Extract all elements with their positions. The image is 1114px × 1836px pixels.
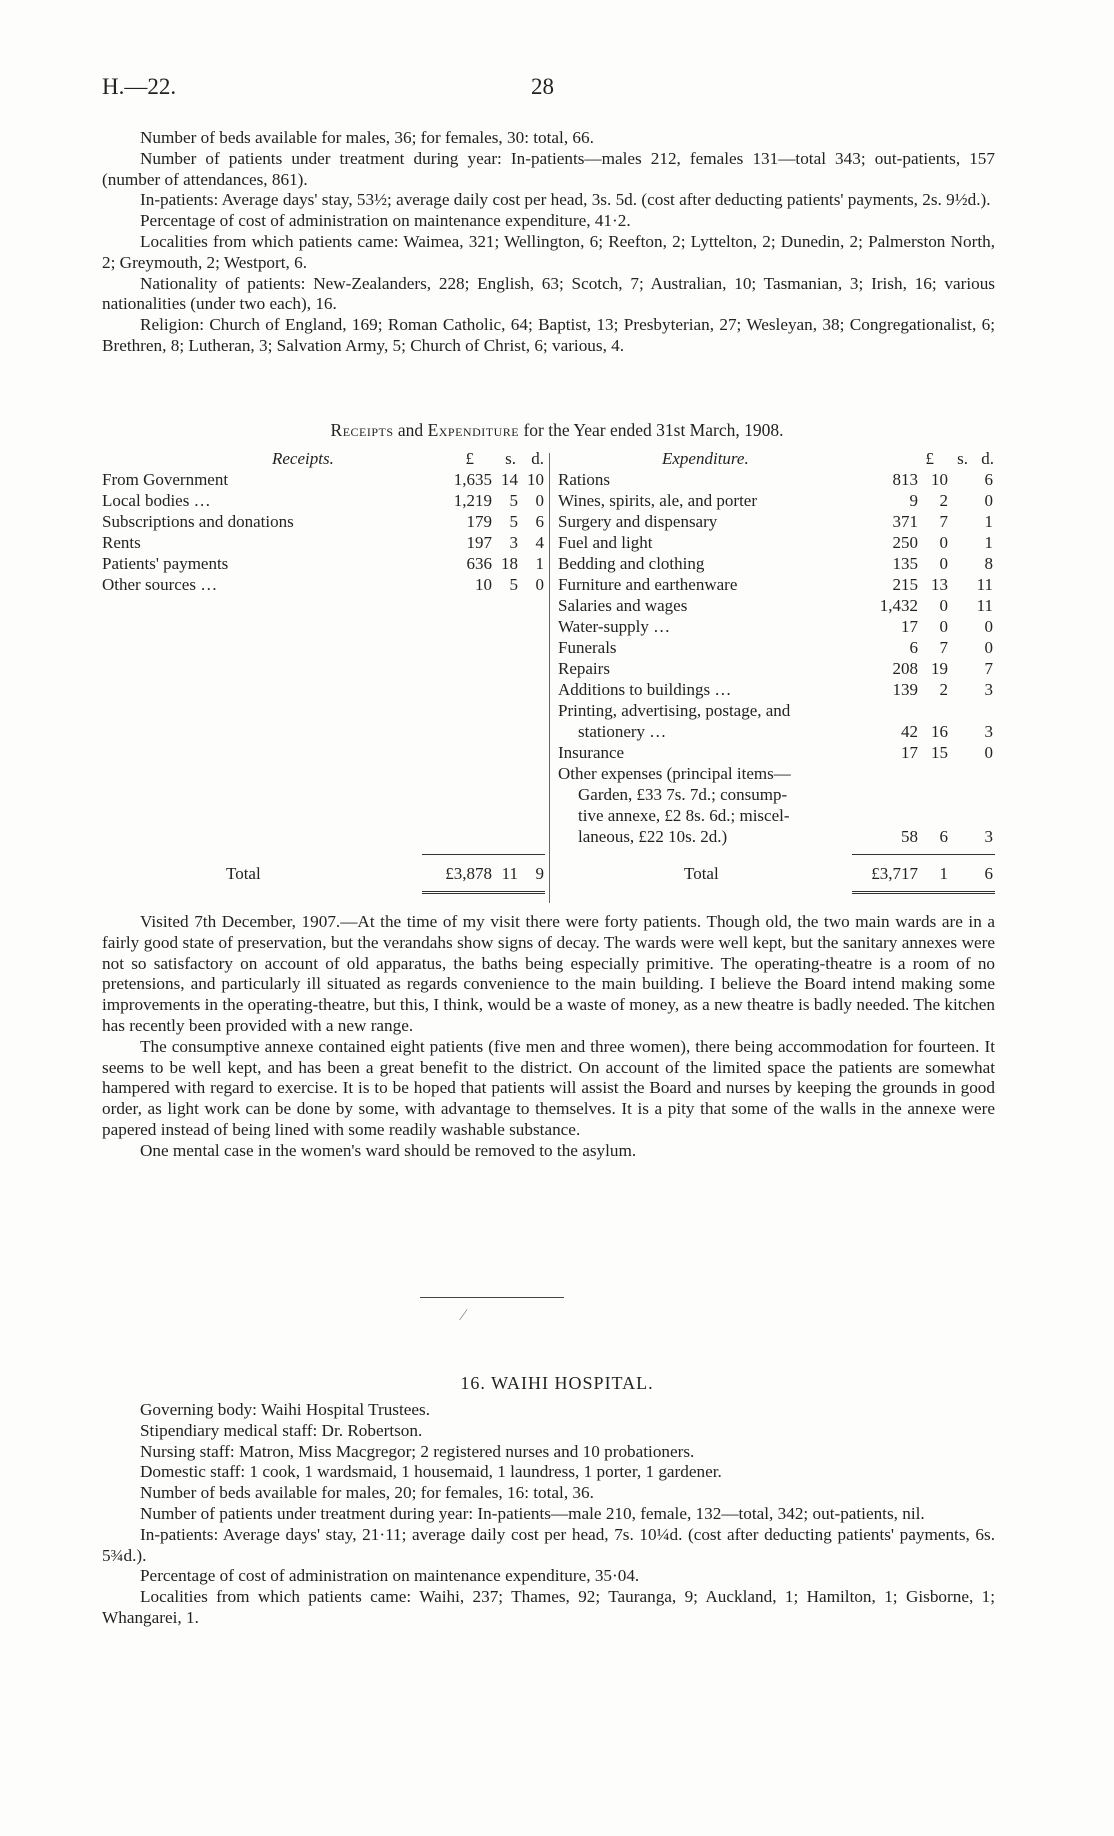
- expenditure-row: Bedding and clothing 135 0 8: [558, 554, 993, 573]
- expenditure-row: Rations 813 10 6: [558, 470, 993, 489]
- visit-report-section: [102, 912, 995, 1162]
- inpatients-paragraph: In-patients: Average days' stay, 53½; average daily cost per head, 3s. 5d. (cost after deducting patients' payments, 2s. 9½d.).: [140, 190, 991, 210]
- expenditure-row-continuation: stationery … 42 16 3: [578, 722, 993, 741]
- report-reference: H.—22.: [102, 74, 177, 99]
- receipts-double-rule: [422, 891, 545, 894]
- annexe-paragraph: The consumptive annexe contained eight patients (five men and three women), there being accommodation for fourteen. It seems to be well kept, and has been a great benefit to the district. On account of the limited space the patients are somewhat hampered with regard to exercise. It is to be hoped that patients will assist the Board and nurses by keeping the grounds in good order, as light work can be done by some, with advantage to themselves. It is a pity that some of the walls in the annexe were papered instead of being lined with some readily washable substance.: [102, 1036, 995, 1139]
- receipt-row: Subscriptions and donations 179 5 6: [102, 512, 544, 531]
- receipts-total-rule: [422, 854, 545, 855]
- domestic-staff-paragraph: Domestic staff: 1 cook, 1 wardsmaid, 1 housemaid, 1 laundress, 1 porter, 1 gardener.: [140, 1462, 722, 1482]
- administration-paragraph: Percentage of cost of administration on maintenance expenditure, 35·04.: [140, 1566, 640, 1586]
- expenditure-row-continuation: laneous, £22 10s. 2d.) 58 6 3: [578, 827, 993, 846]
- divider-mark: ⁄: [462, 1307, 465, 1324]
- expenditure-row: Additions to buildings … 139 2 3: [558, 680, 993, 699]
- medical-staff-paragraph: Stipendiary medical staff: Dr. Robertson.: [140, 1420, 423, 1440]
- inpatients-paragraph: In-patients: Average days' stay, 21·11; average daily cost per head, 7s. 10¼d. (cost after deducting patients' payments, 6s. 5¾d.).: [102, 1524, 995, 1565]
- receipt-row: Local bodies … 1,219 5 0: [102, 491, 544, 510]
- receipt-row: From Government 1,635 14 10: [102, 470, 544, 489]
- localities-paragraph: Localities from which patients came: Waimea, 321; Wellington, 6; Reefton, 2; Lyttelton, 2; Dunedin, 2; Palmerston North, 2; Greymouth, 2; Westport, 6.: [102, 231, 995, 272]
- expenditure-row: Insurance 17 15 0: [558, 743, 993, 762]
- column-divider: [549, 453, 550, 903]
- expenditure-row: Wines, spirits, ale, and porter 9 2 0: [558, 491, 993, 510]
- expenditure-row-continuation: tive annexe, £2 8s. 6d.; miscel-: [578, 806, 790, 825]
- nursing-staff-paragraph: Nursing staff: Matron, Miss Macgregor; 2 registered nurses and 10 probationers.: [140, 1441, 695, 1461]
- waihi-hospital-section: [102, 1400, 995, 1629]
- expenditure-row: Other expenses (principal items—: [558, 764, 791, 783]
- expenditure-double-rule: [852, 891, 995, 894]
- section-title: 16. WAIHI HOSPITAL.: [460, 1373, 654, 1393]
- running-header: [102, 74, 1012, 104]
- localities-paragraph: Localities from which patients came: Waihi, 237; Thames, 92; Tauranga, 9; Auckland, 1; Hamilton, 1; Gisborne, 1; Whangarei, 1.: [102, 1587, 995, 1627]
- patients-paragraph: Number of patients under treatment during year: In-patients—male 210, female, 132—total, 342; out-patients, nil.: [140, 1503, 925, 1523]
- section-divider: [420, 1297, 564, 1298]
- hospital-statistics-section: [102, 128, 995, 357]
- receipt-row: Other sources … 10 5 0: [102, 575, 544, 594]
- administration-paragraph: Percentage of cost of administration on maintenance expenditure, 41·2.: [140, 211, 631, 231]
- governing-body-paragraph: Governing body: Waihi Hospital Trustees.: [140, 1400, 431, 1419]
- table-title: Receipts and Expenditure for the Year ended 31st March, 1908.: [330, 420, 784, 440]
- expenditure-row: Salaries and wages 1,432 0 11: [558, 596, 993, 615]
- page-number: 28: [531, 74, 554, 99]
- nationality-paragraph: Nationality of patients: New-Zealanders, 228; English, 63; Scotch, 7; Australian, 10; Tasmanian, 3; Irish, 16; various nationalities (under two each), 16.: [102, 273, 995, 314]
- receipts-heading: Receipts.: [272, 449, 334, 468]
- expenditure-row: Surgery and dispensary 371 7 1: [558, 512, 993, 531]
- expenditure-total-rule: [852, 854, 995, 855]
- beds-paragraph: Number of beds available for males, 20; for females, 16: total, 36.: [140, 1483, 594, 1503]
- receipt-row: Patients' payments 636 18 1: [102, 554, 544, 573]
- expenditure-row: Repairs 208 19 7: [558, 659, 993, 678]
- expenditure-row: Printing, advertising, postage, and: [558, 701, 791, 720]
- religion-paragraph: Religion: Church of England, 169; Roman Catholic, 64; Baptist, 13; Presbyterian, 27; Wesleyan, 38; Congregationalist, 6; Brethren, 8; Lutheran, 3; Salvation Army, 5; Church of Christ, 6; various, 4.: [102, 315, 995, 355]
- expenditure-row: Funerals 6 7 0: [558, 638, 993, 657]
- patients-paragraph: Number of patients under treatment during year: In-patients—males 212, females 131—total 343; out-patients, 157 (number of attendances, 861).: [102, 148, 995, 189]
- beds-paragraph: Number of beds available for males, 36; for females, 30: total, 66.: [140, 128, 594, 147]
- expenditure-row: Fuel and light 250 0 1: [558, 533, 993, 552]
- accounts-table: [102, 449, 995, 909]
- expenditure-row: Water-supply … 17 0 0: [558, 617, 993, 636]
- expenditure-heading: Expenditure.: [662, 449, 749, 468]
- visit-paragraph: Visited 7th December, 1907.—At the time of my visit there were forty patients. Though old, the two main wards are in a fairly good state of preservation, but the verandahs show signs of decay. The wards were well kept, but the sanitary annexes were not so satisfactory on account of old apparatus, the baths being especially primitive. The operating-theatre is a room of no pretensions, and particularly ill situated as regards convenience to the main building. I believe the Board intend making some improvements in the operating-theatre, but this, I think, would be a waste of money, as a new theatre is badly needed. The kitchen has recently been provided with a new range.: [102, 912, 995, 1035]
- expenditure-row: Furniture and earthenware 215 13 11: [558, 575, 993, 594]
- receipts-total-row: Total £3,878 11 9: [226, 864, 544, 883]
- table-heading-row: Receipts. £ s. d. Expenditure. £ s. d.: [272, 449, 994, 468]
- expenditure-row-continuation: Garden, £33 7s. 7d.; consump-: [578, 785, 788, 804]
- mental-case-paragraph: One mental case in the women's ward should be removed to the asylum.: [140, 1140, 637, 1160]
- receipt-row: Rents 197 3 4: [102, 533, 544, 552]
- expenditure-total-row: Total £3,717 1 6: [684, 864, 993, 883]
